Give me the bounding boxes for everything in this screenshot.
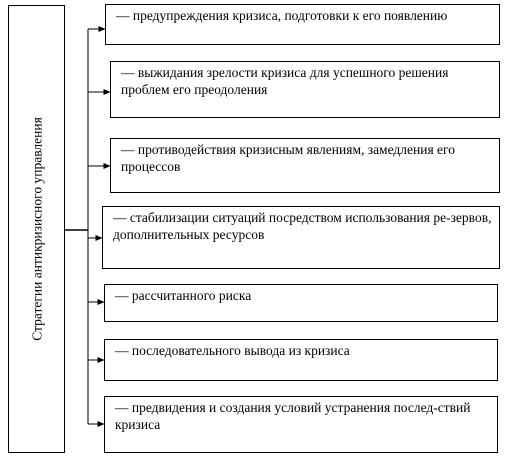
strategy-box-7: — предвидения и создания условий устранения послед-ствий кризиса	[104, 396, 498, 453]
strategy-box-5: — рассчитанного риска	[104, 284, 498, 322]
strategy-box-6: — последовательного вывода из кризиса	[104, 339, 498, 381]
root-label: Стратегии антикризисного управления	[29, 117, 44, 341]
strategy-box-1: — предупреждения кризиса, подготовки к его появлению	[105, 4, 500, 45]
strategy-box-2: — выжидания зрелости кризиса для успешного решения проблем его преодоления	[110, 61, 500, 118]
strategy-box-3: — противодействия кризисным явлениям, замедления его процессов	[110, 138, 500, 193]
root-box	[8, 5, 65, 453]
strategy-box-4: — стабилизации ситуаций посредством использования ре-зервов, дополнительных ресурсов	[102, 206, 500, 269]
